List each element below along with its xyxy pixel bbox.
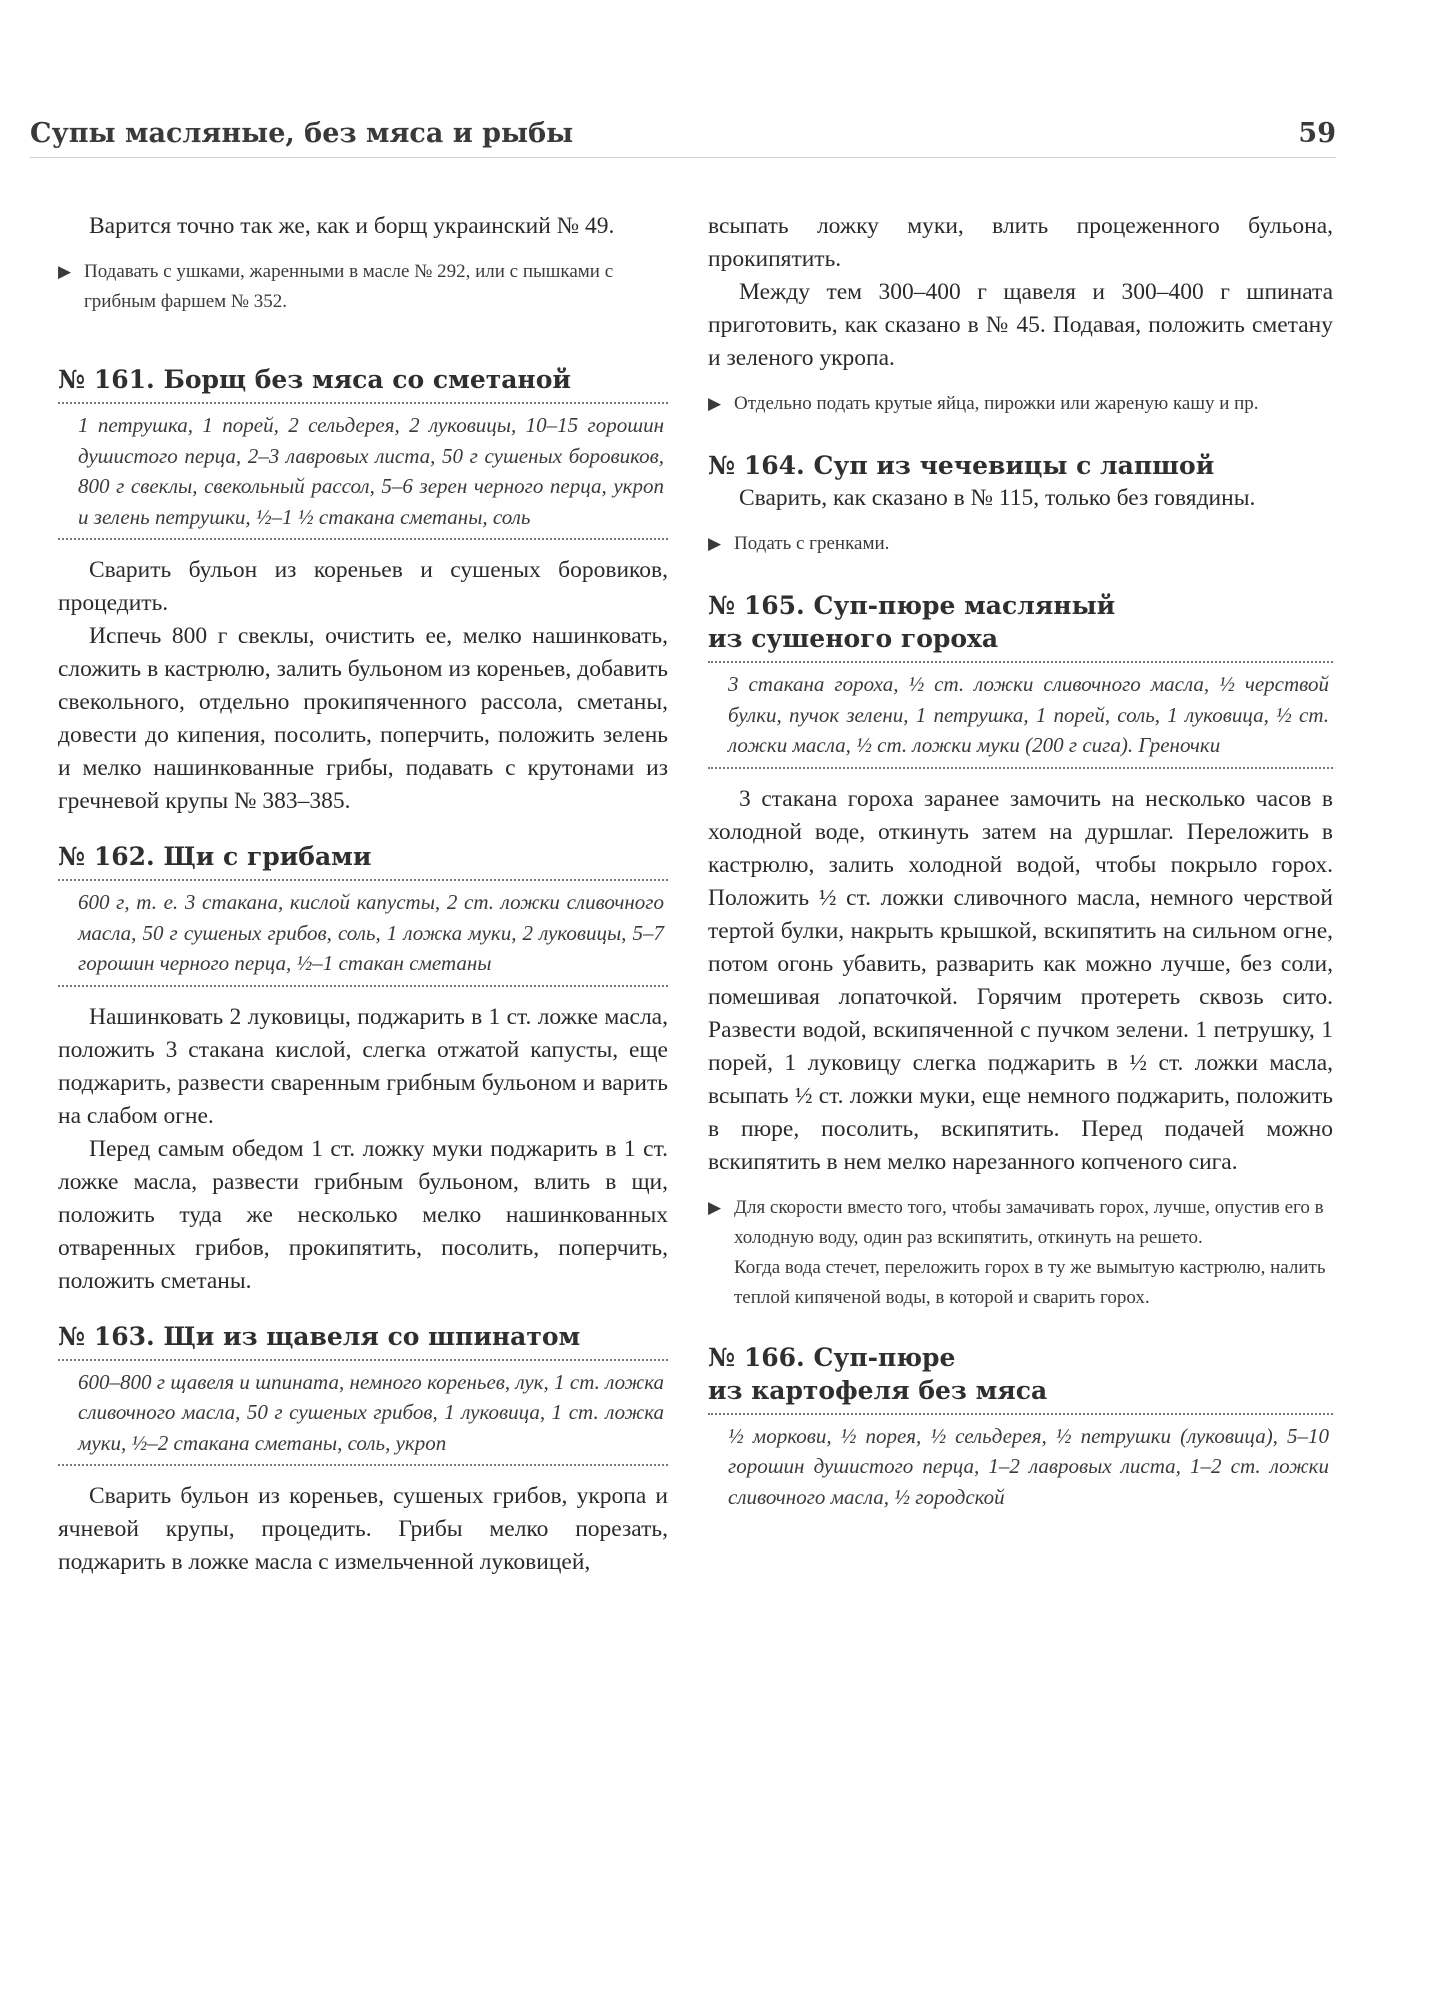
ingredients-list: 3 стакана гороха, ½ ст. ложки сливочного масла, ½ черствой булки, пучок зелени, 1 петрушка, 1 порей, соль, 1 луковица, ½ ст. ложки масла, ½ ст. ложки муки (200 г сига). Греночки	[708, 661, 1333, 769]
section-title: Супы масляные, без мяса и рыбы	[30, 118, 574, 149]
instruction-paragraph: Сварить бульон из кореньев и сушеных боровиков, процедить.	[58, 557, 668, 616]
right-column	[708, 210, 1333, 1532]
recipe-title: № 161. Борщ без мяса со сметаной	[58, 365, 571, 394]
left-column	[58, 210, 668, 1579]
arrow-icon: ▶	[708, 1197, 722, 1217]
recipe-title	[708, 1341, 1333, 1407]
arrow-icon: ▶	[58, 262, 72, 281]
ingredients-list: 600–800 г щавеля и шпината, немного кореньев, лук, 1 ст. ложка сливочного масла, 50 г сушеных грибов, 1 луковица, 1 ст. ложка муки, ½–2 стакана сметаны, соль, укроп	[58, 1359, 668, 1467]
serving-note	[708, 1193, 1333, 1313]
recipe-162	[58, 840, 668, 1298]
recipe-title: № 164. Суп из чечевицы с лапшой	[708, 451, 1215, 480]
ingredients-list: 1 петрушка, 1 порей, 2 сельдерея, 2 луковицы, 10–15 горошин душистого перца, 2–3 лавровых листа, 50 г сушеных боровиков, 800 г свеклы, свекольный рассол, 5–6 зерен черного перца, укроп и зелень петрушки, ½–1 ½ стакана сметаны, соль	[58, 402, 668, 540]
recipe-title-line: № 166. Суп-пюре	[708, 1342, 956, 1372]
running-header	[30, 118, 1336, 158]
note-text: Подать с гренками.	[734, 533, 890, 554]
recipe-title	[708, 589, 1333, 655]
serving-note	[58, 257, 668, 317]
instruction-paragraph: Сварить бульон из кореньев, сушеных грибов, укропа и ячневой крупы, процедить. Грибы мелко порезать, поджарить в ложке масла с измельченной луковицей,	[58, 1483, 668, 1575]
note-text: Подавать с ушками, жаренными в масле № 292, или с пышками с грибным фаршем № 352.	[84, 261, 614, 312]
instruction-paragraph: Перед самым обедом 1 ст. ложку муки поджарить в 1 ст. ложке масла, развести грибным бульоном, влить в щи, положить туда же несколько мелко нашинкованных отваренных грибов, прокипятить, посолить, поперчить, положить сметаны.	[58, 1135, 668, 1294]
instruction-paragraph: Сварить, как сказано в № 115, только без говядины.	[739, 485, 1256, 511]
recipe-165	[708, 589, 1333, 1313]
instruction-paragraph: Испечь 800 г свеклы, очистить ее, мелко нашинковать, сложить в кастрюлю, залить бульоном из кореньев, добавить свекольного, отдельно прокипяченного рассола, сметаны, довести до кипения, посолить, поперчить, положить зелень и мелко нашинкованные грибы, подавать с крутонами из гречневой крупы № 383–385.	[58, 623, 668, 814]
instruction-paragraph: 3 стакана гороха заранее замочить на несколько часов в холодной воде, откинуть затем на дуршлаг. Переложить в кастрюлю, залить холодной водой, чтобы покрыло горох. Положить ½ ст. ложки сливочного масла, немного черствой тертой булки, накрыть крышкой, вскипятить на сильном огне, потом огонь убавить, разварить как можно лучше, без соли, помешивая лопаточкой. Горячим протереть сквозь сито. Развести водой, вскипяченной с пучком зелени. 1 петрушку, 1 порей, 1 луковицу слегка поджарить в ½ ст. ложки масла, всыпать ½ ст. ложки муки, еще немного поджарить, положить в пюре, посолить, вскипятить. Перед подачей можно вскипятить в нем мелко нарезанного копченого сига.	[708, 785, 1333, 1175]
serving-note	[708, 389, 1333, 419]
recipe-title-line: из картофеля без мяса	[708, 1375, 1048, 1405]
intro-paragraph: Варится точно так же, как и борщ украинский № 49.	[89, 213, 615, 239]
recipe-title-line: № 165. Суп-пюре масляный	[708, 591, 1116, 620]
note-text: Отдельно подать крутые яйца, пирожки или жареную кашу и пр.	[734, 393, 1259, 414]
recipe-161	[58, 363, 668, 818]
recipe-title: № 163. Щи из щавеля со шпинатом	[58, 1321, 581, 1351]
note-text: Когда вода стечет, переложить горох в ту же вымытую кастрюлю, налить теплой кипяченой воды, в которой и сварить горох.	[734, 1256, 1326, 1308]
recipe-title: № 162. Щи с грибами	[58, 842, 372, 871]
arrow-icon: ▶	[708, 534, 722, 553]
recipe-166	[708, 1341, 1333, 1519]
arrow-icon: ▶	[708, 394, 722, 413]
instruction-paragraph: Между тем 300–400 г щавеля и 300–400 г шпината приготовить, как сказано в № 45. Подавая, положить сметану и зеленого укропа.	[708, 279, 1333, 371]
continued-paragraph: всыпать ложку муки, влить процеженного бульона, прокипятить.	[708, 213, 1333, 272]
ingredients-list: 600 г, т. е. 3 стакана, кислой капусты, 2 ст. ложки сливочного масла, 50 г сушеных грибов, соль, 1 ложка муки, 2 луковицы, 5–7 горошин черного перца, ½–1 стакан сметаны	[58, 879, 668, 987]
recipe-164	[708, 449, 1333, 559]
note-text: Для скорости вместо того, чтобы замачивать горох, лучше, опустив его в холодную воду, один раз вскипятить, откинуть на решето.	[734, 1196, 1324, 1248]
serving-note	[708, 529, 1333, 559]
recipe-title-line: из сушеного гороха	[708, 624, 999, 653]
instruction-paragraph: Нашинковать 2 луковицы, поджарить в 1 ст. ложке масла, положить 3 стакана кислой, слегка отжатой капусты, еще поджарить, развести сваренным грибным бульоном и варить на слабом огне.	[58, 1003, 668, 1129]
ingredients-list: ½ моркови, ½ порея, ½ сельдерея, ½ петрушки (луковица), 5–10 горошин душистого перца, 1–2 лавровых листа, 1–2 ст. ложки сливочного масла, ½ городской	[708, 1413, 1333, 1519]
recipe-163	[58, 1320, 668, 1580]
page-number: 59	[1298, 118, 1336, 149]
